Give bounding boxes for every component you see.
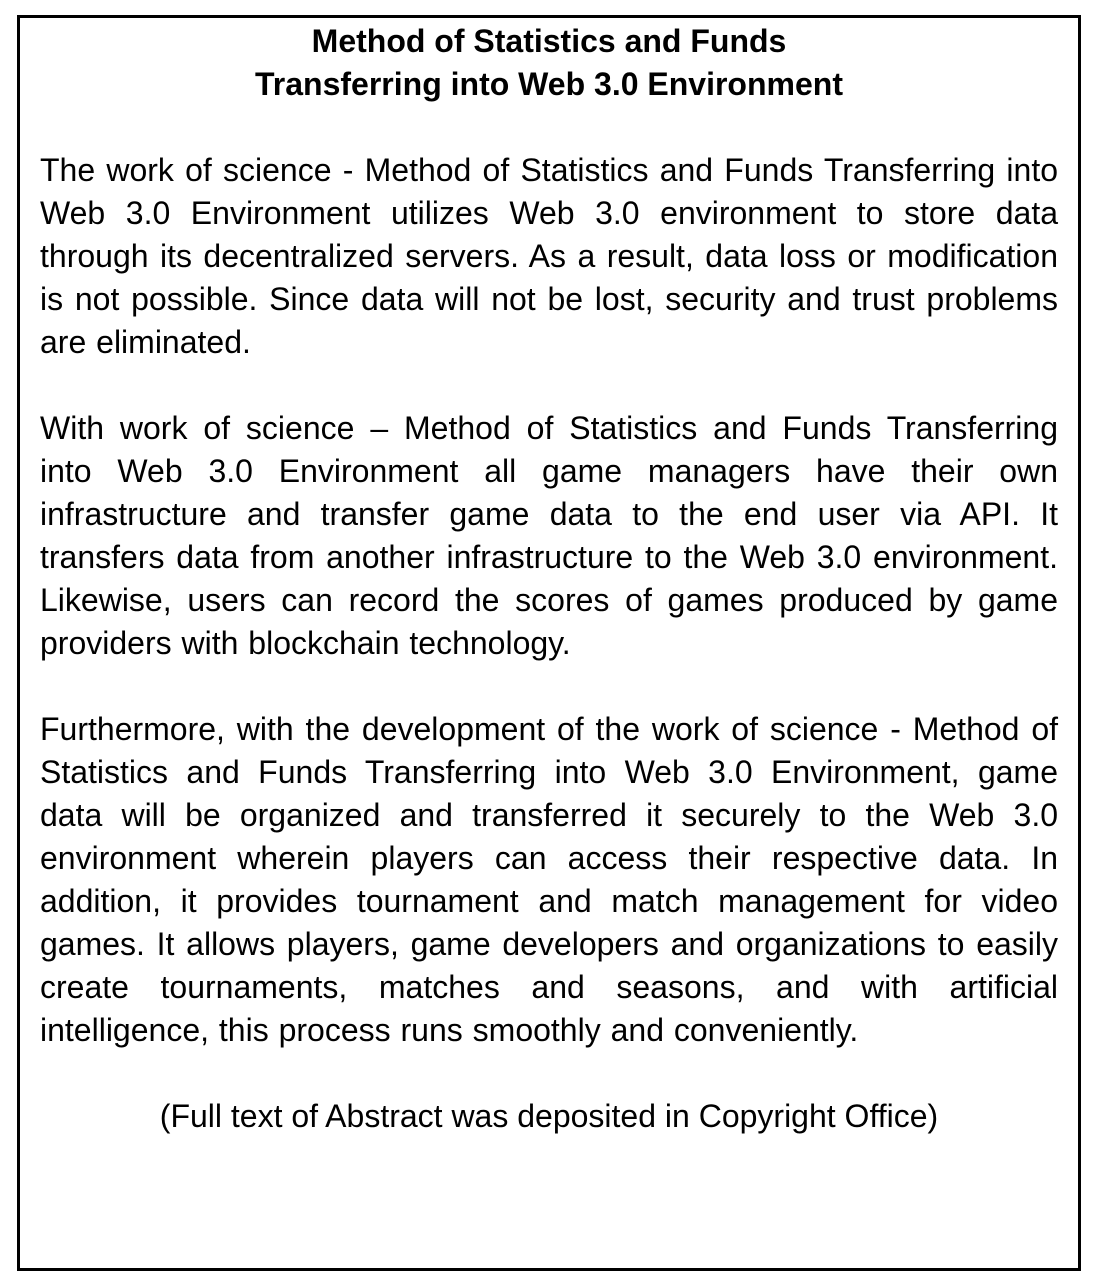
footer-note: (Full text of Abstract was deposited in Copyright Office)	[159, 1098, 939, 1134]
abstract-paragraph-3: Furthermore, with the development of the work of science - Method of Statistics and Funds Transferring into Web 3.0 Environment, game data will be organized and transferred it securely to the Web 3.0 environment wherein players can access their respective data. In addition, it provides tournament and match management for video games. It allows players, game developers and organizations to easily create tournaments, matches and seasons, and with artificial intelligence, this process runs smoothly and conveniently.	[40, 711, 1058, 1048]
abstract-paragraph-2: With work of science – Method of Statistics and Funds Transferring into Web 3.0 Environment all game managers have their own infrastructure and transfer game data to the end user via API. It transfers data from another infrastructure to the Web 3.0 environment. Likewise, users can record the scores of games produced by game providers with blockchain technology.	[40, 410, 1058, 661]
abstract-paragraph-1: The work of science - Method of Statistics and Funds Transferring into Web 3.0 Environment utilizes Web 3.0 environment to store data through its decentralized servers. As a result, data loss or modification is not possible. Since data will not be lost, security and trust problems are eliminated.	[40, 152, 1058, 360]
abstract-title	[40, 20, 1058, 106]
abstract-title-line-2: Transferring into Web 3.0 Environment	[255, 66, 843, 102]
abstract-frame	[17, 15, 1081, 1271]
abstract-title-line-1: Method of Statistics and Funds	[311, 23, 787, 59]
